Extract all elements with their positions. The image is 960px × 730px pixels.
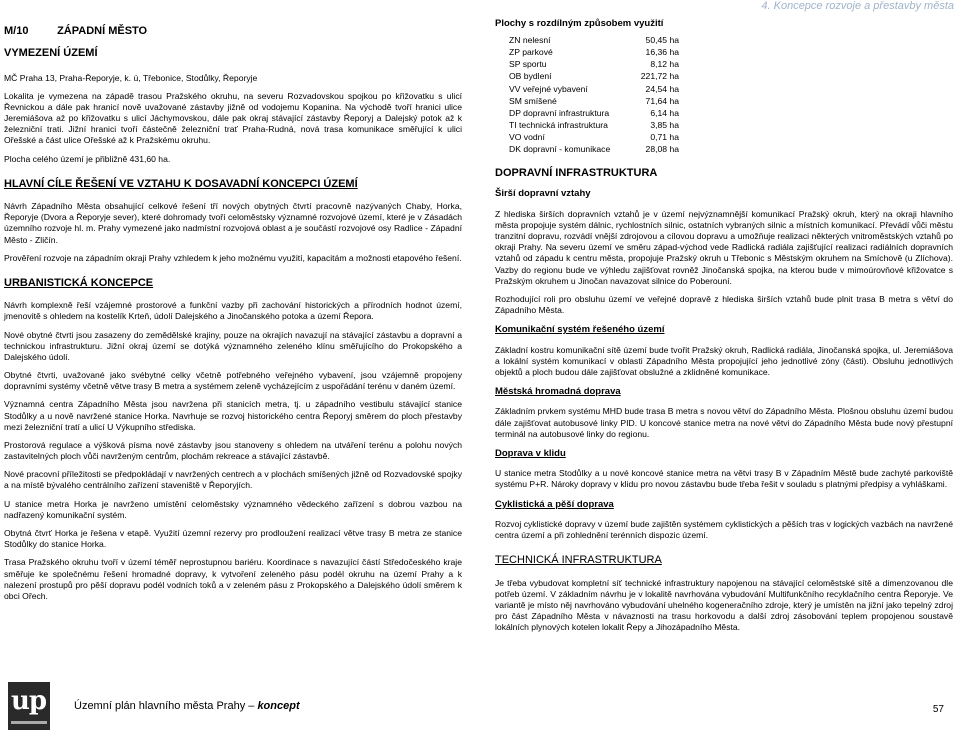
paragraph: Prověření rozvoje na západním okraji Prahy vzhledem k jeho možnému využití, kapacitám a možnosti etapového řešení. [4,252,462,263]
table-row [509,83,679,95]
paragraph: Z hlediska širších dopravních vztahů je v území nejvýznamnější komunikací Pražský okruh, který na okraji hlavního města propojuje systém dálnic, rychlostních silnic, ostatních vybraných silnic a místních komunikací. Převádí vůči městu tranzitní dopravu, rozvádí vnější zdrojovou a cílovou dopravu a umožňuje realizaci některých vnitroměstských vztahů po okraji Prahy. Na severu území ve směru západ-východ vede Radlická radiála zajišťující realizaci radiálních dopravních vztahů od západu k centru města, propojuje Pražský okruh u Třebonic s Městským okruhem na Smíchově (u Zlíchova). Vazby do regionu bude ve výhledu zajišťovat rovněž Jinočanská spojka, na kterou bude v mimoúrovňové křižovatce s Pražským okruhem u Jinočan navazovat silnice do Poberouní. [495,208,953,286]
paragraph: Lokalita je vymezena na západě trasou Pražského okruhu, na severu Rozvadovskou spojkou po křižovatku s ulicí Řevnickou a dále pak hranicí nově uvažované zástavby jižně od vodojemu Kopanina. Na východě tvoří hranici ulice Jeremiášova až po křižovatku s ulicí Jáchymovskou, dále pak okraj stávající zástavby Řeporyj a Dalejský potok až k železniční trati. Jižní hranici tvoří částečně železniční trať Praha-Rudná, nová trasa komunikace směřující k ulici Ořešské a část ulice Ořešské až k Pražskému okruhu. [4,90,462,146]
land-use-label: SM smíšené [509,95,557,106]
area-heading [4,24,462,38]
land-use-label: DP dopravní infrastruktura [509,107,610,118]
paragraph: Významná centra Západního Města jsou navržena při stanicích metra, tj. u západního vestibulu stávající stanice Stodůlky a u nově navržené stanice Horka. Navrhuje se rozvoj historického centra Řeporyj směrem do ploch přestavby mezi železniční tratí a ulicí U Výkupního střediska. [4,399,462,432]
logo-bar [11,721,47,724]
paragraph: Návrh komplexně řeší vzájemné prostorové a funkční vazby při zachování historických a přírodních hodnot území, jmenovitě s ohledem na kostelík Krteň, údolí Dalejského a Jinočanského potoka a území Řepora. [4,300,462,322]
land-use-title: Plochy s rozdílným způsobem využití [495,18,664,29]
land-use-value: 71,64 ha [645,95,679,106]
paragraph: Rozvoj cyklistické dopravy v území bude zajištěn systémem cyklistických a pěších tras v logických vazbách na navržené centra území a při zohlednění terénních dispozic území. [495,519,953,541]
paragraph: Nové obytné čtvrti jsou zasazeny do zemědělské krajiny, pouze na okrajích navazují na stávající zástavbu a dopravní a technickou infrastrukturu. Jižní okraj území se dotýká významného zeleného klínu směřujícího do Prokopského a Dalejského údolí. [4,329,462,362]
land-use-label: OB bydlení [509,71,552,82]
land-use-value: 28,08 ha [645,144,679,155]
land-use-value: 6,14 ha [650,107,679,118]
page-number: 57 [932,704,944,715]
land-use-label: ZN nelesní [509,34,551,45]
road-system-heading: Komunikační systém řešeného území [495,324,665,336]
table-row [509,132,679,144]
section-vymezeni-heading: VYMEZENÍ ÚZEMÍ [4,47,98,60]
paragraph: Obytná čtvrť Horka je řešena v etapě. Využití územní rezervy pro prodloužení realizací větve trasy B metra ze stanice Stodůlky do stanice Horka. [4,528,462,550]
land-use-label: SP sportu [509,59,547,70]
table-row [509,144,679,156]
footer-title [74,700,300,712]
footer-title-prefix: Územní plán hlavního města Prahy – [74,700,258,712]
land-use-table [509,34,679,156]
document-section-label: 4. Koncepce rozvoje a přestavby města [761,0,954,12]
land-use-value: 0,71 ha [650,132,679,143]
cycling-heading: Cyklistická a pěší doprava [495,498,614,510]
paragraph: Nové pracovní příležitosti se předpokládají v navržených centrech a v plochách smíšených jižně od Rozvadovské spojky a na místě bývalého centrálního zařízení staveniště v Řeporyjích. [4,469,462,491]
paragraph: Rozhodující roli pro obsluhu území ve veřejné dopravě z hlediska širších vztahů bude plnit trasa B metra s větví do Západního Města. [495,293,953,316]
land-use-value: 16,36 ha [645,47,679,58]
land-use-label: DK dopravní - komunikace [509,144,611,155]
land-use-value: 24,54 ha [645,83,679,94]
goals-heading: HLAVNÍ CÍLE ŘEŠENÍ VE VZTAHU K DOSAVADNÍ KONCEPCI ÚZEMÍ [4,177,358,190]
table-row [509,71,679,83]
paragraph: Základní kostru komunikační sítě území bude tvořit Pražský okruh, Radlická radiála, Jinočanská spojka, ul. Jeremiášova a lokální systém komunikací v oblasti Západního Města propojující jeho jednotlivé zóny (části). Obsluhu jednotlivých objektů a ploch budou dále zajišťovat obslužné a zklidněné komunikace. [495,344,953,377]
area-code: M/10 [4,25,29,37]
technical-infrastructure-heading: TECHNICKÁ INFRASTRUKTURA [495,554,662,567]
paragraph: Je třeba vybudovat kompletní síť technické infrastruktury napojenou na stávající celoměstské sítě a dimenzovanou dle potřeb území. V základním návrhu je v lokalitě navrhována vybudování Multifunkčního recyklačního centra Řeporyje. Ve variantě je místo něj navrhováno vybudování uhelného kogeneračního zdroje, který je umístěn na jižní jako tepelný zdroj pro část Západního Města v návaznosti na trasu horkovodu a další zdroj zásobování teplem propojenou soustavě lokálních plynových kotelen lokalit Řepy a Jihozápadního Města. [495,577,953,633]
table-row [509,107,679,119]
wider-relations-heading: Širší dopravní vztahy [495,188,591,200]
land-use-label: TI technická infrastruktura [509,120,608,131]
land-use-value: 50,45 ha [645,34,679,45]
table-row [509,95,679,107]
right-column [495,18,953,641]
urban-concept-heading: URBANISTICKÁ KONCEPCE [4,276,154,289]
up-logo [8,682,50,730]
paragraph: Prostorová regulace a výšková písma nové zástavby jsou stanoveny s ohledem na utváření terénu a polohu nových zastavitelných ploch vůči navrženým centrům, plochám rekreace a stávající zástavbě. [4,439,462,462]
parking-heading: Doprava v klidu [495,447,566,459]
land-use-value: 8,12 ha [650,59,679,70]
paragraph: Základním prvkem systému MHD bude trasa B metra s novou větví do Západního Města. Plošnou obsluhu území budou dále zajišťovat autobusové linky PID. U koncové stanice metra na nové větvi do Západního Města bude nový přestupní terminál na autobusové linky do regionu. [495,406,953,439]
paragraph: U stanice metra Stodůlky a u nové koncové stanice metra na větvi trasy B v Západním Městě bude zachyté parkoviště systému P+R. Nároky dopravy v klidu pro novou zástavbu bude třeba řešit v souladu s platnými předpisy a vyhláškami. [495,468,953,490]
land-use-value: 221,72 ha [640,71,679,82]
area-name: ZÁPADNÍ MĚSTO [57,25,148,37]
location-text: MČ Praha 13, Praha-Řeporyje, k. ú, Třebonice, Stodůlky, Řeporyje [4,72,258,83]
paragraph: Návrh Západního Města obsahující celkové řešení tří nových obytných čtvrtí pracovně nazývaných Chaby, Horka, Řeporyje (Dvora a Řeporyje sever), které dohromady tvoří celoměstsky významné rozvojové území, které je v Zásadách územního rozvoje hl. m. Prahy vymezené jako nadmístní rozvojová oblast a je součástí rozvojové osy Radlice - Západní Město - Zličín. [4,201,462,245]
paragraph: Obytné čtvrti, uvažované jako svébytné celky včetně potřebného veřejného vybavení, jsou vzájemně propojeny dopravními systémy včetně větve trasy B metra a systémem zeleně vycházejícím z uspořádání terénu v daném území. [4,370,462,392]
paragraph: U stanice metra Horka je navrženo umístění celoměstsky významného vědeckého zařízení s dobrou vazbou na nadřazený komunikační systém. [4,498,462,520]
land-use-value: 3,85 ha [650,120,679,131]
transport-heading: DOPRAVNÍ INFRASTRUKTURA [495,167,658,180]
public-transport-heading: Městská hromadná doprava [495,386,621,398]
left-column [4,18,462,609]
paragraph: Trasa Pražského okruhu tvoří v území téměř neprostupnou bariéru. Koordinace s navazující částí Středočeského kraje směřuje ke společnému řešení hromadné dopravy, k vytvoření zeleného pásu podél okruhu na území Prahy a k nalezení prostupů pro pěší dopravu podél vodních toků a v zeleném pásu z Prokopského a Dalejského údolí směrem k obci Ořech. [4,557,462,601]
paragraph: Plocha celého území je přibližně 431,60 ha. [4,153,171,164]
table-row [509,120,679,132]
table-row [509,34,679,46]
land-use-label: VV veřejné vybavení [509,83,588,94]
footer-title-bold: koncept [257,700,300,712]
table-row [509,47,679,59]
land-use-label: ZP parkové [509,47,553,58]
logo-text: up [11,686,47,716]
page-footer [0,682,960,730]
table-row [509,59,679,71]
land-use-label: VO vodní [509,132,545,143]
